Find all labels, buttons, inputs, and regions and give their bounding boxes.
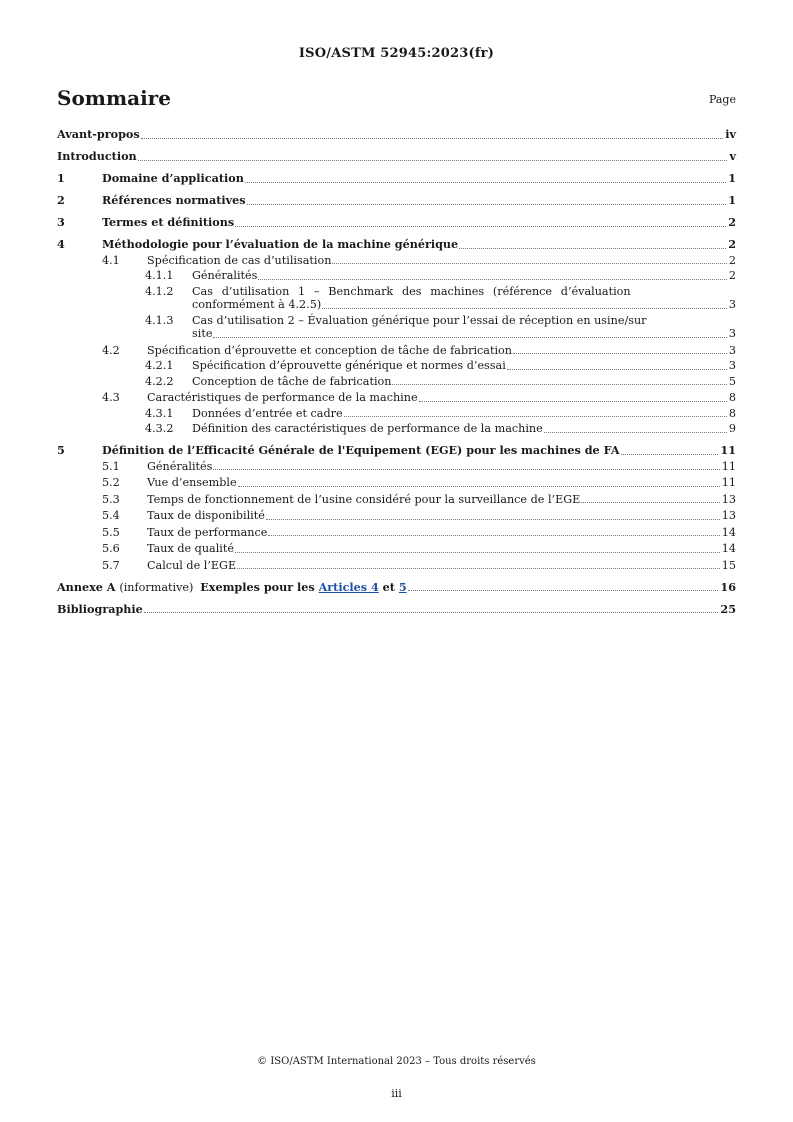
- toc-page-number: 9: [728, 422, 736, 435]
- toc-page-number: 8: [728, 391, 736, 404]
- toc-section-number: 5: [57, 443, 65, 457]
- dot-leader: [235, 551, 720, 553]
- toc-entry-4-2-1[interactable]: [57, 359, 736, 373]
- toc-entry-introduction[interactable]: [57, 150, 736, 164]
- toc-entry-4-2[interactable]: [57, 344, 736, 358]
- dot-leader: [235, 225, 726, 227]
- toc-entry-text: Vue d’ensemble: [147, 476, 237, 489]
- toc-section-number: 5.1: [102, 459, 120, 473]
- toc-section-number: 4.3.2: [145, 422, 174, 435]
- toc-entry-5-7[interactable]: [57, 559, 736, 573]
- toc-entry-4-2-2[interactable]: [57, 375, 736, 389]
- dot-leader: [344, 415, 727, 417]
- dot-leader: [237, 567, 720, 569]
- toc-entry-text: Calcul de l’EGE: [147, 558, 237, 572]
- toc-entry-text: Références normatives: [102, 193, 246, 207]
- toc-entry-avant-propos[interactable]: [57, 128, 736, 142]
- toc-section-number: 5.3: [102, 492, 120, 506]
- toc-entry-text: Taux de disponibilité: [147, 509, 265, 522]
- dot-leader: [238, 485, 720, 487]
- toc-section-number: 3: [57, 215, 65, 229]
- toc-page-number: 2: [728, 253, 736, 267]
- toc-entry-text: Bibliographie: [57, 601, 143, 616]
- toc-entry-2[interactable]: [57, 194, 736, 208]
- toc-entry-bibliographie[interactable]: [57, 603, 736, 617]
- dot-leader: [507, 368, 727, 370]
- toc-entry-5-2[interactable]: [57, 476, 736, 490]
- toc-entry-4-3-1[interactable]: [57, 407, 736, 421]
- page-column-label: Page: [708, 93, 736, 106]
- toc-page-number: 3: [728, 327, 736, 340]
- toc-entry-4[interactable]: [57, 238, 736, 252]
- toc-entry-text: Avant-propos: [57, 127, 140, 141]
- toc-page-number: 3: [728, 359, 736, 372]
- toc-entry-4-1-1[interactable]: [57, 269, 736, 283]
- annex-qualifier: (informative): [119, 580, 194, 594]
- toc-section-number: 4.3: [102, 391, 120, 404]
- dot-leader: [581, 501, 719, 503]
- toc-page-number: 2: [728, 269, 736, 282]
- toc-entry-5-3[interactable]: [57, 493, 736, 507]
- toc-page-number: 13: [721, 492, 736, 506]
- toc-entry-text: Termes et définitions: [102, 215, 235, 229]
- dot-leader: [513, 352, 727, 354]
- dot-leader: [408, 589, 719, 591]
- toc-page-number: 14: [721, 542, 736, 555]
- toc-entry-text: Définition des caractéristiques de performance de la machine: [192, 422, 543, 435]
- toc-page-number: 3: [728, 298, 736, 311]
- toc-section-number: 5.6: [102, 542, 120, 555]
- toc-section-number: 4: [57, 237, 65, 251]
- annex-connector: et: [382, 579, 395, 594]
- toc-section-number: 5.2: [102, 476, 120, 489]
- dot-leader: [213, 468, 719, 470]
- dot-leader: [141, 137, 724, 139]
- toc-entry-text: [57, 581, 407, 595]
- toc-entry-4-1-2[interactable]: [57, 285, 736, 312]
- toc-entry-text: Méthodologie pour l’évaluation de la machine générique: [102, 237, 459, 251]
- toc-entry-text: Conception de tâche de fabrication: [192, 374, 392, 388]
- toc-entry-text: Généralités: [192, 269, 258, 282]
- dot-leader: [144, 611, 719, 613]
- toc-entry-text: Taux de qualité: [147, 542, 234, 555]
- toc-page-number: 11: [720, 443, 736, 457]
- annex-title: Exemples pour les: [200, 579, 315, 594]
- title-row: [57, 86, 736, 110]
- toc-entry-text: Temps de fonctionnement de l’usine considéré pour la surveillance de l’EGE: [147, 492, 581, 506]
- toc-page-number: 1: [728, 193, 736, 207]
- toc-entry-text: Caractéristiques de performance de la machine: [147, 391, 418, 404]
- toc-section-number: 4.3.1: [145, 406, 174, 420]
- toc-entry-5-5[interactable]: [57, 526, 736, 540]
- toc-section-number: 4.1.1: [145, 269, 174, 282]
- toc-entry-text: Généralités: [147, 459, 213, 473]
- toc-section-number: 5.4: [102, 509, 120, 522]
- dot-leader: [138, 159, 728, 161]
- toc-entry-annex-a[interactable]: [57, 581, 736, 595]
- toc-entry-text: Spécification de cas d’utilisation: [147, 253, 332, 267]
- toc-entry-4-1[interactable]: [57, 254, 736, 268]
- dot-leader: [213, 336, 726, 338]
- toc-section-number: 4.1.3: [145, 313, 174, 327]
- toc-section-number: 4.1: [102, 253, 120, 267]
- dot-leader: [322, 307, 727, 309]
- toc-page-number: 11: [721, 459, 736, 473]
- toc-entry-5-1[interactable]: [57, 460, 736, 474]
- toc-section-number: 5.7: [102, 558, 120, 572]
- toc-entry-4-1-3[interactable]: [57, 314, 736, 341]
- toc-entry-5-4[interactable]: [57, 509, 736, 523]
- toc-page-number: 2: [728, 215, 736, 229]
- toc-section-number: 4.2: [102, 343, 120, 357]
- toc-page-number: 25: [720, 601, 736, 616]
- toc-page-number: 8: [728, 406, 736, 420]
- toc-section-number: 5.5: [102, 525, 120, 539]
- table-of-contents: [57, 128, 736, 616]
- toc-entry-text: Spécification d’éprouvette générique et normes d’essai: [192, 359, 506, 372]
- toc-section-number: 2: [57, 193, 65, 207]
- toc-entry-text-continued: conformément à 4.2.5): [192, 298, 322, 311]
- dot-leader: [332, 262, 726, 264]
- articles-4-link[interactable]: Articles 4: [318, 579, 379, 594]
- toc-entry-text: Cas d’utilisation 1 – Benchmark des machines (référence d’évaluation: [192, 284, 631, 298]
- toc-page-number: 2: [728, 237, 736, 251]
- toc-entry-text: Taux de performance: [147, 525, 268, 539]
- toc-section-number: 4.2.1: [145, 359, 174, 372]
- toc-page-number: 13: [721, 509, 736, 522]
- dot-leader: [392, 383, 726, 385]
- dot-leader: [544, 431, 727, 433]
- toc-page-number: 1: [728, 171, 736, 185]
- toc-page-number: 3: [728, 343, 736, 357]
- dot-leader: [266, 518, 720, 520]
- toc-entry-4-3-2[interactable]: [57, 422, 736, 436]
- toc-page-number: iv: [725, 127, 736, 141]
- dot-leader: [245, 181, 726, 183]
- toc-entry-text: Définition de l’Efficacité Générale de l'Equipement (EGE) pour les machines de FA: [102, 443, 620, 457]
- toc-page-number: 15: [721, 558, 736, 572]
- annex-label: Annexe A: [57, 579, 116, 594]
- article-5-link[interactable]: 5: [398, 579, 407, 594]
- dot-leader: [247, 203, 727, 205]
- toc-entry-text: Données d’entrée et cadre: [192, 406, 343, 420]
- toc-page-number: 5: [728, 374, 736, 388]
- dot-leader: [419, 400, 727, 402]
- toc-section-number: 4.2.2: [145, 374, 174, 388]
- toc-section-number: 1: [57, 171, 65, 185]
- toc-entry-text: Domaine d’application: [102, 171, 244, 185]
- dot-leader: [459, 247, 726, 249]
- dot-leader: [268, 534, 719, 536]
- toc-entry-5-6[interactable]: [57, 542, 736, 556]
- toc-section-number: 4.1.2: [145, 284, 174, 298]
- toc-entry-text: Spécification d’éprouvette et conception de tâche de fabrication: [147, 343, 512, 357]
- document-identifier: ISO/ASTM 52945:2023(fr): [298, 46, 495, 61]
- toc-entry-1[interactable]: [57, 172, 736, 186]
- toc-page-number: v: [729, 149, 736, 163]
- toc-entry-3[interactable]: [57, 216, 736, 230]
- dot-leader: [621, 453, 719, 455]
- toc-page-number: 11: [721, 476, 736, 489]
- toc-entry-4-3[interactable]: [57, 391, 736, 405]
- toc-page-number: 14: [721, 525, 736, 539]
- page-title: Sommaire: [57, 86, 171, 110]
- toc-entry-text: Introduction: [57, 149, 137, 163]
- copyright-notice: © ISO/ASTM International 2023 – Tous droits réservés: [257, 1056, 536, 1067]
- toc-entry-text-continued: site: [192, 327, 213, 340]
- toc-entry-text: Cas d’utilisation 2 – Évaluation générique pour l’essai de réception en usine/sur: [192, 313, 647, 327]
- dot-leader: [258, 278, 726, 280]
- toc-entry-5[interactable]: [57, 444, 736, 458]
- toc-page-number: 16: [720, 579, 736, 594]
- page-number: iii: [391, 1087, 402, 1100]
